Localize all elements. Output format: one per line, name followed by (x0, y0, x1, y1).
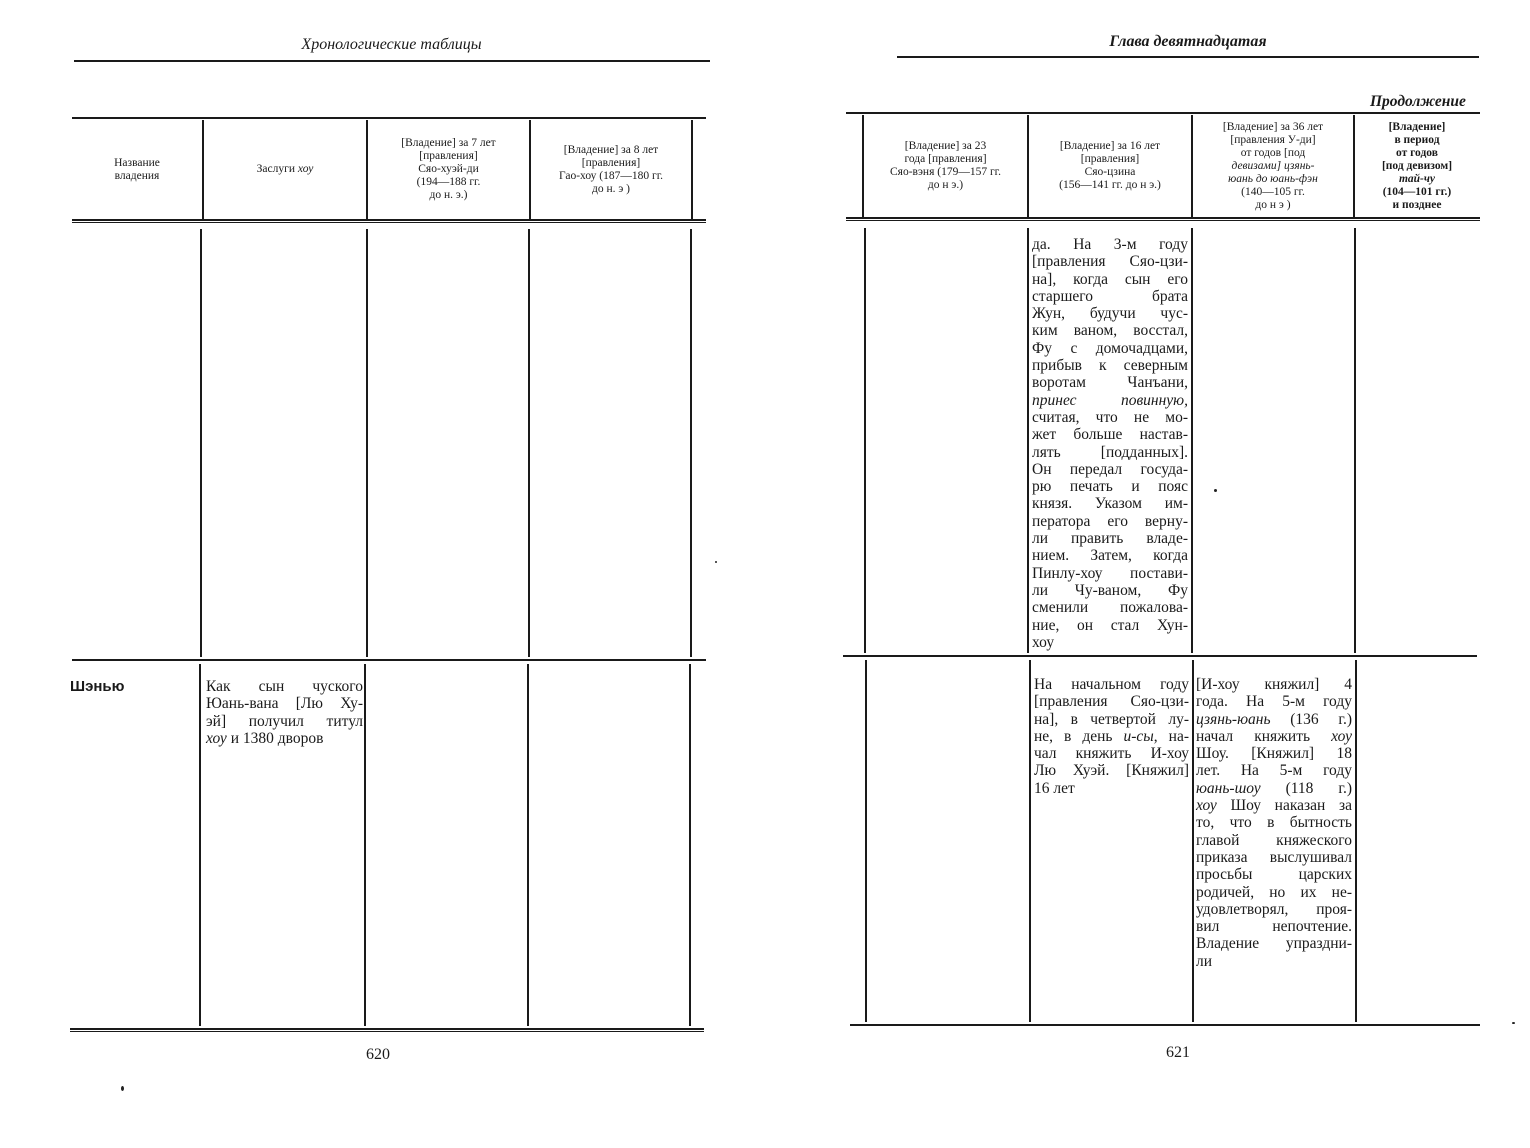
left-header-rule (74, 60, 710, 62)
left-vline-3b (528, 229, 530, 657)
right-vline-3c (1355, 660, 1357, 1022)
right-vline-0b (864, 228, 866, 653)
right-vline-1c (1029, 660, 1031, 1022)
left-vline-2b (366, 229, 368, 657)
left-row-separator (72, 659, 706, 661)
right-table-head-rule-2 (846, 220, 1480, 221)
left-table-head-rule-2 (72, 222, 706, 223)
left-running-header: Хронологические таблицы (301, 36, 482, 53)
left-table-top-rule (72, 117, 706, 119)
left-col-header-gaohou: [Владение] за 8 лет [правления] Гао-хоу (187—180 гг. до н. э ) (558, 143, 663, 195)
right-row-separator (843, 655, 1477, 657)
right-table-top-rule (846, 112, 1480, 114)
left-table-head-rule (72, 219, 706, 221)
right-col-header-jing: [Владение] за 16 лет [правления] Сяо-цзина (156—141 гг. до н э.) (1059, 140, 1161, 191)
left-col-header-huidi: [Владение] за 7 лет [правления] Сяо-хуэй-ди (194—188 гг. до н. э.) (401, 137, 496, 201)
right-table-head-rule (846, 217, 1480, 219)
left-vline-3c (527, 664, 529, 1026)
scan-speck (1214, 489, 1217, 492)
right-col-header-taichu: [Владение] в период от годов [под девизом] тай-чу (104—101 гг.) и позднее (1381, 120, 1453, 211)
right-running-header: Глава девятнадцатая (1109, 33, 1267, 50)
right-vline-1b (1027, 228, 1029, 653)
right-vline-2c (1192, 660, 1194, 1022)
row2-wudi-text: [И-хоу княжил] 4 года. На 5-м году цзянь-юань (136 г.) начал княжить хоу Шоу. [Княжил] 18 лет. На 5-м году юань-шоу (118 г.) хоу Шоу наказан за то, что в бытность главой княжеского приказа выслушивал просьбы царских родичей, но их не- удовлетворял, проя- вил непочтение. Владение упраздни- ли (1196, 676, 1352, 970)
left-vline-4c (689, 664, 691, 1026)
left-col-header-name: Название владения (114, 156, 160, 182)
left-col-header-merits: Заслуги хоу (256, 163, 314, 175)
right-col-header-wen: [Владение] за 23 года [правления] Сяо-вэня (179—157 гг. до н э.) (890, 140, 1001, 191)
scan-speck (1512, 1022, 1515, 1024)
right-page-number: 621 (1166, 1044, 1190, 1061)
right-vline-2b (1191, 228, 1193, 653)
row1-jing-text: да. На 3-м году [правления Сяо-цзи- на], когда сын его старшего брата Жун, будучи чус- ким ваном, восстал, Фу с домочадцами, прибыв к северным воротам Чанъани, принес повинную, считая, что не мо- жет больше настав- лять [подданных]. Он передал госуда- рю печать и пояс князя. Указом им- ператора его верну- ли править владе- нием. Затем, когда Пинлу-хоу постави- ли Чу-ваном, Фу сменили пожалова- ние, он стал Хун- хоу (1032, 236, 1188, 651)
left-vline-1b (200, 229, 202, 657)
left-table-bottom-rule (70, 1028, 704, 1030)
row-name-shenyu: Шэнью (70, 678, 125, 695)
right-header-rule (897, 56, 1479, 58)
continuation-label: Продолжение (1370, 93, 1466, 110)
right-col-header-wudi: [Владение] за 36 лет [правления У-ди] от годов [под девизами] цзянь- юань до юань-фэн (140—105 гг. до н э ) (1222, 120, 1324, 211)
left-vline-2c (364, 664, 366, 1026)
right-vline-0c (865, 660, 867, 1022)
left-vline-4b (690, 229, 692, 657)
scan-speck (121, 1086, 124, 1091)
right-table-bottom-rule (850, 1024, 1480, 1026)
merits-text-shenyu: Как сын чуского Юань-вана [Лю Ху- эй] получил титул хоу и 1380 дворов (206, 678, 363, 747)
left-page-number: 620 (366, 1046, 390, 1063)
left-vline-1c (199, 664, 201, 1026)
row2-jing-text: На начальном году [правления Сяо-цзи- на], в четвертой лу- не, в день и-сы, на- чал княжить И-хоу Лю Хуэй. [Княжил] 16 лет (1034, 676, 1190, 797)
left-vline-4 (691, 120, 693, 220)
left-table-bottom-rule-2 (70, 1031, 704, 1032)
right-vline-3b (1354, 228, 1356, 653)
scan-speck (715, 561, 717, 563)
